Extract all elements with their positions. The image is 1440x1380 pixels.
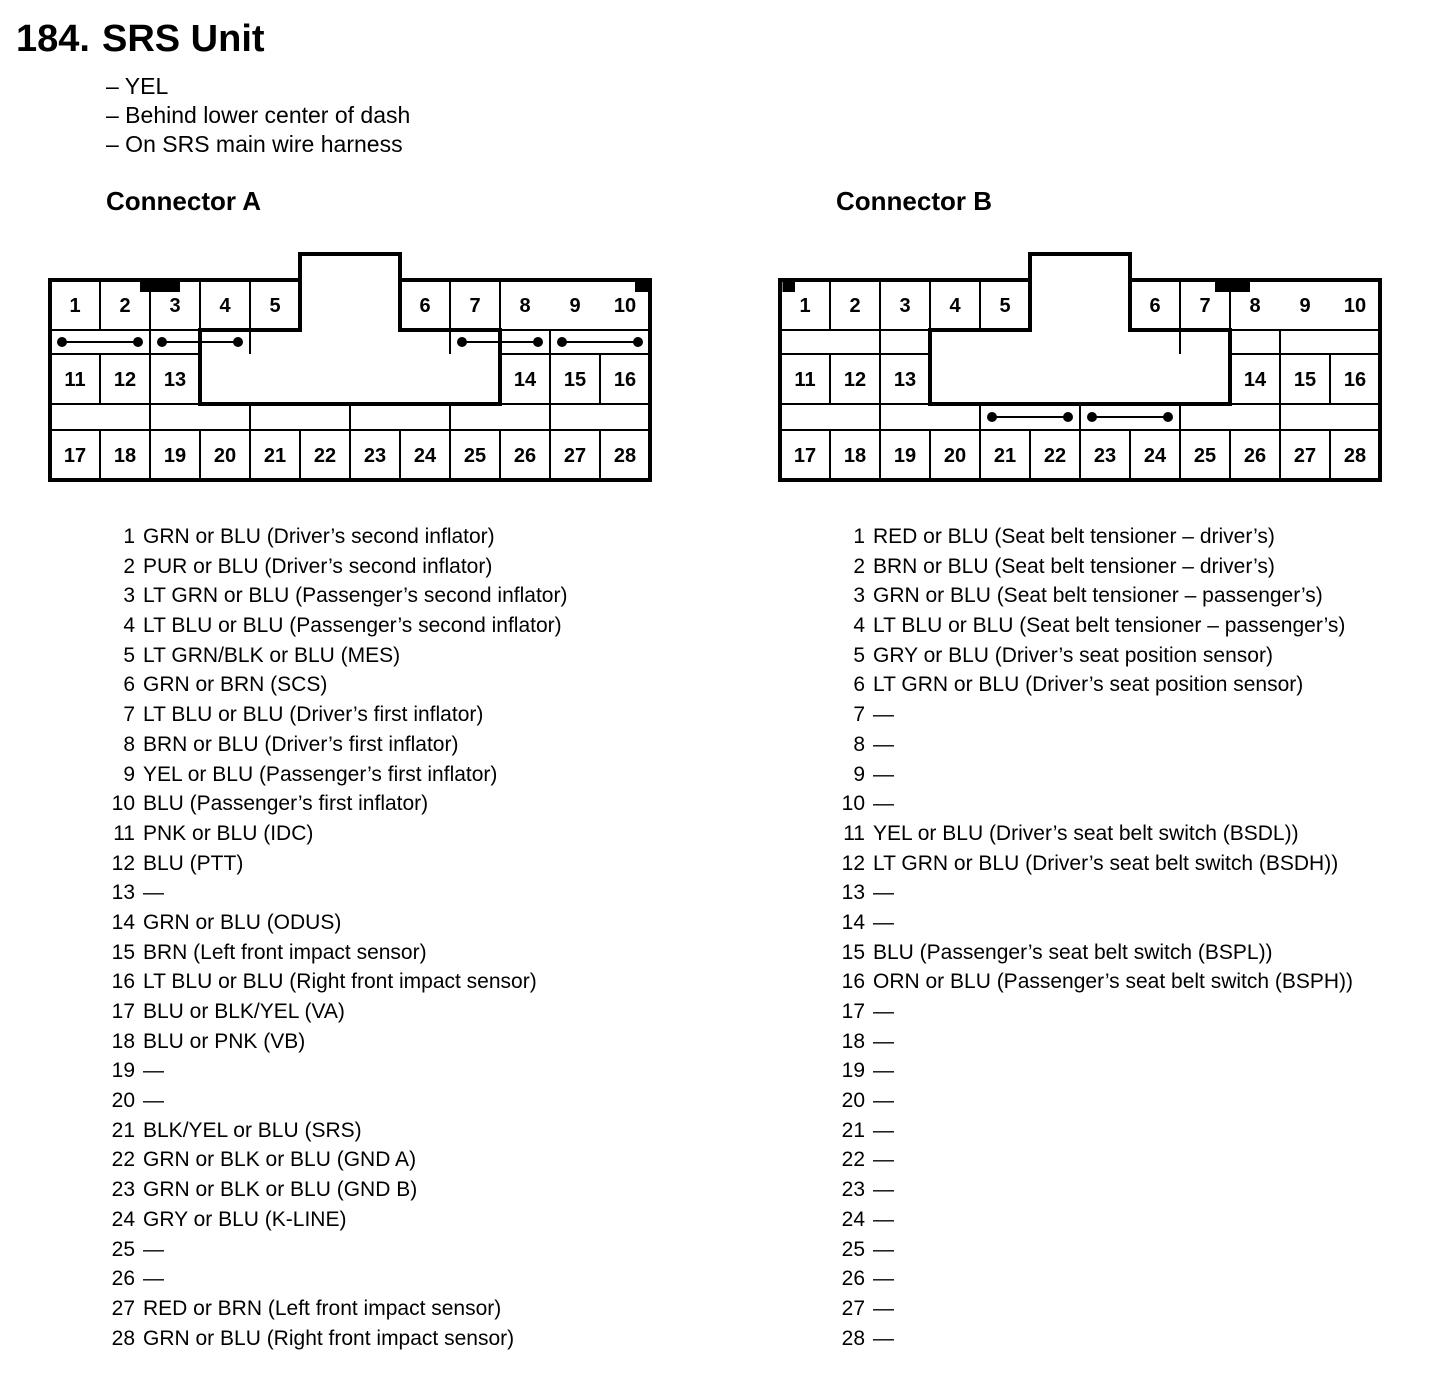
connector-b-pin-row-4 [838, 611, 1353, 641]
connector-a-pin-15: 15 [563, 369, 587, 391]
connector-b-pin-9: 9 [1299, 295, 1311, 317]
connector-a-pin-row-26 [108, 1264, 567, 1294]
connector-b-pin-20: 20 [943, 445, 967, 467]
pin-description: — [873, 792, 894, 816]
connector-a-pin-1: 1 [69, 295, 81, 317]
pin-number: 18 [841, 1029, 865, 1053]
connector-b-pin-row-20 [838, 1086, 1353, 1116]
connector-a-title: Connector A [106, 186, 262, 216]
connector-a-pin-7: 7 [469, 295, 481, 317]
pin-number: 28 [841, 1326, 865, 1350]
connector-a-pin-row-6 [108, 670, 567, 700]
connector-a-pin-23: 23 [363, 445, 387, 467]
pin-number: 2 [123, 554, 135, 578]
connector-a-pin-21: 21 [263, 445, 287, 467]
pin-description: — [873, 1178, 894, 1202]
pin-description: LT BLU or BLU (Driver’s first inflator) [143, 703, 484, 727]
pin-description: GRY or BLU (K-LINE) [143, 1207, 347, 1231]
pin-description: — [143, 1237, 164, 1261]
pin-number: 20 [111, 1089, 135, 1113]
pin-number: 16 [841, 970, 865, 994]
connector-a-pin-row-2 [108, 552, 567, 582]
pin-description: — [143, 1267, 164, 1291]
pin-number: 5 [853, 643, 865, 667]
connector-a-pin-row-14 [108, 908, 567, 938]
connector-b-pin-row-15 [838, 938, 1353, 968]
pin-description: — [873, 881, 894, 905]
connector-a-pin-row-17 [108, 997, 567, 1027]
pin-description: — [873, 1207, 894, 1231]
connector-b-pin-row-28 [838, 1324, 1353, 1354]
pin-number: 13 [111, 881, 135, 905]
connector-a-pin-8: 8 [519, 295, 531, 317]
pin-description: RED or BLU (Seat belt tensioner – driver’s) [873, 525, 1275, 548]
pin-number: 10 [841, 792, 865, 816]
connector-b-pin-10: 10 [1343, 295, 1367, 317]
connector-b-pin-row-7 [838, 700, 1353, 730]
pin-number: 12 [841, 851, 865, 875]
pin-description: — [873, 732, 894, 756]
connector-a-pin-27: 27 [563, 445, 587, 467]
section-number: 184. [16, 18, 90, 60]
pin-number: 16 [111, 970, 135, 994]
connector-b-pin-11: 11 [794, 369, 816, 391]
pin-number: 17 [841, 1000, 865, 1023]
connector-b-pin-18: 18 [843, 445, 867, 467]
connector-a-pin-row-10 [108, 789, 567, 819]
connector-a-pin-row-23 [108, 1175, 567, 1205]
connector-a-pin-row-20 [108, 1086, 567, 1116]
pin-number: 15 [111, 940, 135, 964]
connector-a-pin-3: 3 [169, 295, 181, 317]
connector-a-diagram [48, 252, 654, 486]
pin-number: 3 [853, 584, 865, 608]
pin-description: — [873, 1118, 894, 1142]
connector-b-pin-5: 5 [999, 295, 1011, 317]
pin-description: — [873, 1089, 894, 1113]
connector-b-pin-row-1 [838, 522, 1353, 552]
pin-description: PNK or BLU (IDC) [143, 821, 314, 845]
pin-description: LT GRN or BLU (Driver’s seat belt switch (BSDH)) [873, 851, 1339, 875]
connector-b-pin-19: 19 [893, 445, 917, 467]
pin-description: — [873, 1326, 894, 1350]
connector-b-pin-2: 2 [849, 295, 861, 317]
connector-a-pin-24: 24 [413, 445, 437, 467]
connector-a-pin-28: 28 [613, 445, 637, 467]
pin-number: 23 [841, 1178, 865, 1202]
connector-a-pin-16: 16 [613, 369, 637, 391]
connector-b-pin-row-11 [838, 819, 1353, 849]
connector-a-latch-tab [140, 278, 180, 292]
pin-number: 26 [111, 1267, 135, 1291]
connector-a-pin-18: 18 [113, 445, 137, 467]
connector-a-pin-row-21 [108, 1116, 567, 1146]
connector-a-pin-row-16 [108, 967, 567, 997]
pin-description: GRN or BLU (Seat belt tensioner – passenger’s) [873, 584, 1323, 608]
connector-b-pin-row-12 [838, 849, 1353, 879]
connector-a-pin-row-19 [108, 1056, 567, 1086]
pin-number: 26 [841, 1267, 865, 1291]
pin-description: — [873, 1148, 894, 1172]
connector-b-pin-24: 24 [1143, 445, 1167, 467]
note-location: – Behind lower center of dash [106, 102, 411, 128]
connector-a-pin-row-18 [108, 1027, 567, 1057]
connector-a-pin-13: 13 [163, 369, 187, 391]
pin-description: LT BLU or BLU (Right front impact sensor) [143, 970, 537, 994]
connector-b-latch-tab [783, 278, 796, 292]
connector-a-pin-row-22 [108, 1145, 567, 1175]
connector-b-pin-25: 25 [1193, 445, 1217, 467]
pin-number: 3 [123, 584, 135, 608]
connector-a-pin-row-5 [108, 641, 567, 671]
pin-number: 12 [111, 851, 135, 875]
pin-number: 10 [111, 792, 135, 816]
pin-number: 1 [853, 525, 865, 548]
connector-a-pin-26: 26 [513, 445, 537, 467]
pin-number: 7 [853, 703, 865, 727]
connector-a-pin-2: 2 [119, 295, 131, 317]
section-name: SRS Unit [101, 18, 265, 60]
connector-b-pin-6: 6 [1149, 295, 1161, 317]
pin-number: 7 [123, 703, 135, 727]
connector-b-diagram [778, 252, 1384, 486]
connector-a-pin-row-27 [108, 1294, 567, 1324]
connector-b-pin-row-9 [838, 760, 1353, 790]
pin-number: 2 [853, 554, 865, 578]
page-title [16, 18, 265, 61]
pin-description: BLU (Passenger’s first inflator) [143, 792, 429, 816]
pin-number: 27 [841, 1296, 865, 1320]
connector-b-pin-row-6 [838, 670, 1353, 700]
pin-number: 14 [111, 910, 135, 934]
pin-description: BLU (PTT) [143, 851, 244, 875]
note-harness: – On SRS main wire harness [106, 131, 403, 157]
connector-a-pin-list [108, 522, 567, 1353]
pin-description: LT GRN/BLK or BLU (MES) [143, 643, 401, 667]
pin-number: 6 [853, 673, 865, 697]
pin-number: 13 [841, 881, 865, 905]
pin-description: RED or BRN (Left front impact sensor) [143, 1296, 502, 1320]
pin-description: ORN or BLU (Passenger’s seat belt switch (BSPH)) [873, 970, 1354, 994]
pin-number: 9 [123, 762, 135, 786]
connector-b-pin-row-5 [838, 641, 1353, 671]
pin-number: 17 [111, 1000, 135, 1023]
connector-b-pin-row-14 [838, 908, 1353, 938]
connector-a-pin-row-9 [108, 760, 567, 790]
connector-b-pin-7: 7 [1199, 295, 1211, 317]
pin-description: LT BLU or BLU (Passenger’s second inflator) [143, 614, 562, 638]
connector-a-pin-19: 19 [163, 445, 187, 467]
pin-number: 11 [843, 821, 865, 845]
connector-b-pin-row-10 [838, 789, 1353, 819]
pin-description: BRN or BLU (Seat belt tensioner – driver’s) [873, 554, 1275, 578]
connector-b-pin-28: 28 [1343, 445, 1367, 467]
pin-number: 20 [841, 1089, 865, 1113]
pin-description: GRN or BLK or BLU (GND B) [143, 1178, 418, 1202]
connector-b-pin-list [838, 522, 1353, 1353]
connector-b-pin-15: 15 [1293, 369, 1317, 391]
pin-number: 6 [123, 673, 135, 697]
connector-a-pin-11: 11 [64, 369, 86, 391]
pin-description: — [873, 1296, 894, 1320]
connector-b-pin-row-2 [838, 552, 1353, 582]
pin-number: 9 [853, 762, 865, 786]
pin-number: 21 [841, 1118, 865, 1142]
pin-description: — [873, 1237, 894, 1261]
pin-number: 4 [853, 614, 865, 638]
connector-b-pin-row-25 [838, 1235, 1353, 1265]
connector-b-pin-4: 4 [949, 295, 961, 317]
connector-a-pin-20: 20 [213, 445, 237, 467]
connector-a-pin-row-24 [108, 1205, 567, 1235]
connector-a-pin-9: 9 [569, 295, 581, 317]
pin-number: 25 [841, 1237, 865, 1261]
pin-number: 4 [123, 614, 135, 638]
pin-description: YEL or BLU (Driver’s seat belt switch (BSDL)) [873, 821, 1299, 845]
pin-description: LT GRN or BLU (Driver’s seat position sensor) [873, 673, 1304, 697]
connector-b-pin-14: 14 [1243, 369, 1267, 391]
connector-a-latch-tab [635, 278, 649, 292]
pin-number: 23 [111, 1178, 135, 1202]
connector-a-pin-row-15 [108, 938, 567, 968]
connector-a-pin-17: 17 [63, 445, 87, 467]
pin-number: 22 [111, 1148, 135, 1172]
connector-a-pin-row-13 [108, 878, 567, 908]
connector-b-title: Connector B [836, 186, 992, 216]
pin-description: — [873, 1000, 894, 1023]
connector-b-pin-16: 16 [1343, 369, 1367, 391]
connector-a-pin-row-7 [108, 700, 567, 730]
pin-description: — [143, 1089, 164, 1113]
connector-b-pin-1: 1 [799, 295, 811, 317]
pin-description: — [873, 1267, 894, 1291]
connector-a-pin-4: 4 [219, 295, 231, 317]
pin-description: GRN or BLU (Driver’s second inflator) [143, 525, 495, 548]
pin-number: 21 [111, 1118, 135, 1142]
pin-description: BLU or BLK/YEL (VA) [143, 1000, 345, 1023]
pin-description: GRN or BLK or BLU (GND A) [143, 1148, 417, 1172]
connector-b-pin-row-18 [838, 1027, 1353, 1057]
connector-b-pin-21: 21 [993, 445, 1017, 467]
connector-a-pin-row-11 [108, 819, 567, 849]
connector-b-pin-row-22 [838, 1145, 1353, 1175]
pin-description: — [873, 1059, 894, 1083]
connector-b-pin-row-19 [838, 1056, 1353, 1086]
connector-b-pin-13: 13 [893, 369, 917, 391]
connector-a-pin-row-1 [108, 522, 567, 552]
connector-b-pin-row-24 [838, 1205, 1353, 1235]
connector-b-pin-22: 22 [1043, 445, 1067, 467]
pin-description: — [873, 703, 894, 727]
connector-a-pin-25: 25 [463, 445, 487, 467]
connector-a-pin-14: 14 [513, 369, 537, 391]
pin-number: 8 [123, 732, 135, 756]
connector-b-pin-row-8 [838, 730, 1353, 760]
pin-description: BLK/YEL or BLU (SRS) [143, 1118, 362, 1142]
connector-a-pin-row-25 [108, 1235, 567, 1265]
pin-description: BRN or BLU (Driver’s first inflator) [143, 732, 459, 756]
connector-b-pin-26: 26 [1243, 445, 1267, 467]
pin-number: 24 [111, 1207, 135, 1231]
pin-description: — [143, 1059, 164, 1083]
connector-a-pin-6: 6 [419, 295, 431, 317]
connector-b-pin-row-21 [838, 1116, 1353, 1146]
pin-number: 1 [123, 525, 135, 548]
connector-b-pin-8: 8 [1249, 295, 1261, 317]
connector-a-pin-row-4 [108, 611, 567, 641]
connector-a-pin-12: 12 [113, 369, 137, 391]
connector-b-pin-3: 3 [899, 295, 911, 317]
note-color: – YEL [106, 73, 169, 99]
pin-description: LT BLU or BLU (Seat belt tensioner – passenger’s) [873, 614, 1346, 638]
pin-description: — [873, 910, 894, 934]
pin-number: 15 [841, 940, 865, 964]
connector-b-pin-23: 23 [1093, 445, 1117, 467]
connector-a-pin-row-3 [108, 581, 567, 611]
pin-number: 19 [841, 1059, 865, 1083]
pin-number: 19 [111, 1059, 135, 1083]
connector-b-pin-row-16 [838, 967, 1353, 997]
pin-number: 11 [113, 821, 135, 845]
pin-description: BRN (Left front impact sensor) [143, 940, 427, 964]
pin-description: GRN or BLU (Right front impact sensor) [143, 1326, 515, 1350]
pin-description: LT GRN or BLU (Passenger’s second inflator) [143, 584, 568, 608]
pin-number: 27 [111, 1296, 135, 1320]
connector-a-pin-22: 22 [313, 445, 337, 467]
pin-description: GRY or BLU (Driver’s seat position sensor) [873, 643, 1273, 667]
pin-description: — [873, 762, 894, 786]
connector-b-pin-row-17 [838, 997, 1353, 1027]
pin-description: BLU (Passenger’s seat belt switch (BSPL)) [873, 940, 1273, 964]
connector-b-pin-27: 27 [1293, 445, 1317, 467]
connector-a-pin-row-12 [108, 849, 567, 879]
connector-a-pin-row-8 [108, 730, 567, 760]
pin-number: 28 [111, 1326, 135, 1350]
connector-b-pin-row-26 [838, 1264, 1353, 1294]
pin-number: 5 [123, 643, 135, 667]
connector-b-latch-tab [1215, 278, 1250, 292]
pin-number: 14 [841, 910, 865, 934]
connector-b-pin-12: 12 [843, 369, 867, 391]
connector-b-pin-row-13 [838, 878, 1353, 908]
connector-b-pin-row-23 [838, 1175, 1353, 1205]
connector-b-pin-row-27 [838, 1294, 1353, 1324]
pin-number: 18 [111, 1029, 135, 1053]
pin-description: YEL or BLU (Passenger’s first inflator) [143, 762, 498, 786]
connector-a-pin-5: 5 [269, 295, 281, 317]
pin-description: PUR or BLU (Driver’s second inflator) [143, 554, 493, 578]
pin-number: 24 [841, 1207, 865, 1231]
connector-a-pin-10: 10 [613, 295, 637, 317]
pin-number: 8 [853, 732, 865, 756]
pin-number: 22 [841, 1148, 865, 1172]
location-notes [106, 72, 410, 159]
connector-a-pin-row-28 [108, 1324, 567, 1354]
pin-description: BLU or PNK (VB) [143, 1029, 306, 1053]
pin-description: GRN or BRN (SCS) [143, 673, 328, 697]
connector-b-pin-row-3 [838, 581, 1353, 611]
pin-description: — [143, 881, 164, 905]
pin-description: — [873, 1029, 894, 1053]
connector-b-pin-17: 17 [793, 445, 817, 467]
pin-description: GRN or BLU (ODUS) [143, 910, 342, 934]
pin-number: 25 [111, 1237, 135, 1261]
